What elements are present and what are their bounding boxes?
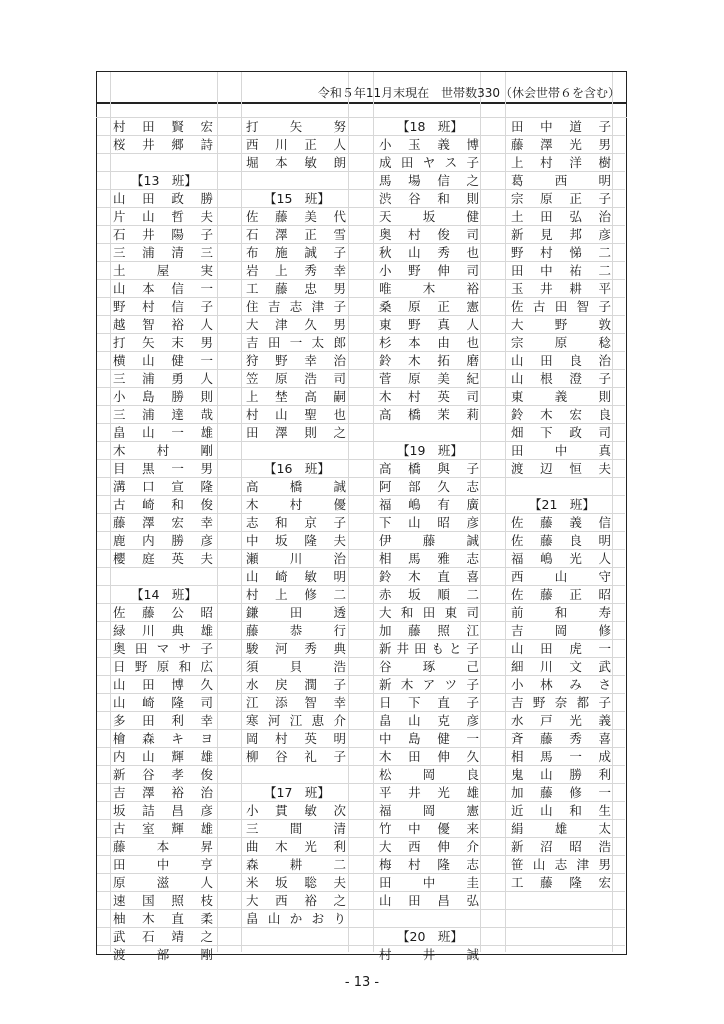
member-name: 坂 詰 昌 彦 (113, 803, 213, 818)
group-heading: 【14 班】 (131, 587, 197, 602)
member-name: 畠 山 克 彦 (379, 713, 479, 728)
member-name: 伊 藤 誠 (379, 533, 479, 548)
member-name: 土 屋 実 (113, 263, 213, 278)
member-name: 藤 本 昇 (113, 839, 213, 854)
empty-cell (246, 172, 346, 190)
member-name: 緑 川 典 雄 (113, 623, 213, 638)
member-name: 三 浦 達 哉 (113, 407, 213, 422)
member-name: 佐 古 田 智 子 (511, 299, 611, 314)
page-header: 令和５年11月末現在 世帯数330（休会世帯６を含む） (317, 86, 620, 100)
member-name: 竹 中 優 来 (379, 821, 479, 836)
member-name: 吉 澤 裕 治 (113, 785, 213, 800)
member-name: 武 石 靖 之 (113, 929, 213, 944)
member-name: 天 坂 健 (379, 209, 479, 224)
member-name: 住 吉 志 津 子 (246, 299, 346, 314)
member-name: 西 山 守 (511, 569, 611, 584)
member-name: 相 馬 一 成 (511, 749, 611, 764)
member-name: 瀬 川 治 (246, 551, 346, 566)
member-name: 田 中 道 子 (511, 119, 611, 134)
member-name: 志 和 京 子 (246, 515, 346, 530)
empty-cell (113, 154, 213, 172)
member-name: 日 野 原 和 広 (113, 659, 213, 674)
member-name: 大 津 久 男 (246, 317, 346, 332)
member-name: 片 山 哲 夫 (113, 209, 213, 224)
member-name: 野 村 悌 二 (511, 245, 611, 260)
empty-cell (511, 478, 611, 496)
member-name: 山 田 政 勝 (113, 191, 213, 206)
member-name: 新 井 田 も と 子 (379, 641, 479, 656)
member-name: 大 西 裕 之 (246, 893, 346, 908)
member-name: 檜 森 キ ヨ (113, 731, 213, 746)
member-name: 石 澤 正 雪 (246, 227, 346, 242)
member-name: 三 浦 勇 人 (113, 371, 213, 386)
member-name: 田 中 亨 (113, 857, 213, 872)
member-name: 前 和 寿 (511, 605, 611, 620)
member-name: 上 埜 高 嗣 (246, 389, 346, 404)
member-name: 中 坂 隆 夫 (246, 533, 346, 548)
member-name: 加 藤 照 江 (379, 623, 479, 638)
member-name: 相 馬 雅 志 (379, 551, 479, 566)
member-name: 村 山 聖 也 (246, 407, 346, 422)
member-name: 松 岡 良 (379, 767, 479, 782)
member-name: 宗 原 正 子 (511, 191, 611, 206)
member-name: 鈴 木 拓 磨 (379, 353, 479, 368)
empty-cell (113, 568, 213, 586)
member-name: 横 山 健 一 (113, 353, 213, 368)
member-name: 溝 口 宣 隆 (113, 479, 213, 494)
member-name: 森 耕 二 (246, 857, 346, 872)
member-name: 村 井 誠 (379, 947, 479, 962)
member-name: 日 下 直 子 (379, 695, 479, 710)
member-name: 田 中 圭 (379, 875, 479, 890)
member-name: 唯 木 裕 (379, 281, 479, 296)
empty-cell (511, 928, 611, 946)
member-name: 野 村 信 子 (113, 299, 213, 314)
member-name: 寒 河 江 恵 介 (246, 713, 346, 728)
member-name: 小 島 勝 則 (113, 389, 213, 404)
member-name: 畠 山 か お り (246, 911, 346, 926)
member-name: 山 田 良 治 (511, 353, 611, 368)
member-name: 工 藤 忠 男 (246, 281, 346, 296)
member-name: 米 坂 聡 夫 (246, 875, 346, 890)
member-name: 笹 山 志 津 男 (511, 857, 611, 872)
member-name: 鬼 山 勝 利 (511, 767, 611, 782)
empty-cell (246, 946, 346, 964)
member-name: 内 山 輝 雄 (113, 749, 213, 764)
member-name: 絹 雄 太 (511, 821, 611, 836)
member-name: 水 戸 光 義 (511, 713, 611, 728)
member-name: 藤 澤 光 男 (511, 137, 611, 152)
member-name: 高 橋 茉 莉 (379, 407, 479, 422)
member-name: 速 国 照 枝 (113, 893, 213, 908)
member-name: 下 山 昭 彦 (379, 515, 479, 530)
member-name: 鈴 木 宏 良 (511, 407, 611, 422)
member-name: 新 見 邦 彦 (511, 227, 611, 242)
member-name: 近 山 和 生 (511, 803, 611, 818)
member-name: 柚 木 直 柔 (113, 911, 213, 926)
group-heading: 【21 班】 (529, 497, 595, 512)
member-name: 西 川 正 人 (246, 137, 346, 152)
member-name: 須 貝 浩 (246, 659, 346, 674)
member-name: 新 谷 孝 俊 (113, 767, 213, 782)
empty-cell (511, 946, 611, 964)
group-heading: 【18 班】 (397, 119, 463, 134)
empty-cell (246, 928, 346, 946)
member-name: 岩 上 秀 幸 (246, 263, 346, 278)
member-name: 杉 本 由 也 (379, 335, 479, 350)
member-name: 菅 原 美 紀 (379, 371, 479, 386)
member-name: 三 浦 清 三 (113, 245, 213, 260)
member-name: 秋 山 秀 也 (379, 245, 479, 260)
member-name: 東 野 真 人 (379, 317, 479, 332)
member-name: 石 井 陽 子 (113, 227, 213, 242)
member-name: 成 田 ヤ ス 子 (379, 155, 479, 170)
member-name: 玉 井 耕 平 (511, 281, 611, 296)
member-name: 山 本 信 一 (113, 281, 213, 296)
member-name: 小 玉 義 博 (379, 137, 479, 152)
member-name: 佐 藤 良 明 (511, 533, 611, 548)
member-name: 山 根 澄 子 (511, 371, 611, 386)
group-heading: 【17 班】 (264, 785, 330, 800)
member-name: 山 田 虎 一 (511, 641, 611, 656)
group-heading: 【16 班】 (264, 461, 330, 476)
member-name: 小 貫 敏 次 (246, 803, 346, 818)
member-name: 渡 部 剛 (113, 947, 213, 962)
group-heading: 【20 班】 (397, 929, 463, 944)
member-name: 田 中 祐 二 (511, 263, 611, 278)
member-name: 高 橋 誠 (246, 479, 346, 494)
member-name: 鈴 木 直 喜 (379, 569, 479, 584)
member-name: 馬 場 信 之 (379, 173, 479, 188)
member-name: 高 橋 與 子 (379, 461, 479, 476)
page-number: - 13 - (344, 975, 380, 990)
member-name: 奥 村 俊 司 (379, 227, 479, 242)
member-name: 田 中 真 (511, 443, 611, 458)
member-name: 曲 木 光 利 (246, 839, 346, 854)
member-name: 村 田 賢 宏 (113, 119, 213, 134)
member-name: 中 島 健 一 (379, 731, 479, 746)
member-name: 山 崎 敏 明 (246, 569, 346, 584)
member-name: 駿 河 秀 典 (246, 641, 346, 656)
member-name: 江 添 智 幸 (246, 695, 346, 710)
member-name: 原 滋 人 (113, 875, 213, 890)
member-name: 小 野 伸 司 (379, 263, 479, 278)
member-name: 渡 辺 恒 夫 (511, 461, 611, 476)
member-name: 村 上 修 二 (246, 587, 346, 602)
member-name: 奥 田 マ サ 子 (113, 641, 213, 656)
member-name: 加 藤 修 一 (511, 785, 611, 800)
member-name: 佐 藤 公 昭 (113, 605, 213, 620)
group-heading: 【15 班】 (264, 191, 330, 206)
member-name: 藤 恭 行 (246, 623, 346, 638)
member-name: 大 西 伸 介 (379, 839, 479, 854)
member-name: 岡 村 英 明 (246, 731, 346, 746)
member-name: 阿 部 久 志 (379, 479, 479, 494)
member-name: 新 木 ア ツ 子 (379, 677, 479, 692)
member-name: 大 和 田 東 司 (379, 605, 479, 620)
member-name: 細 川 文 武 (511, 659, 611, 674)
group-heading: 【13 班】 (131, 173, 197, 188)
member-name: 鎌 田 透 (246, 605, 346, 620)
empty-cell (511, 910, 611, 928)
member-name: 大 野 敦 (511, 317, 611, 332)
member-name: 三 間 清 (246, 821, 346, 836)
member-name: 堀 本 敏 朗 (246, 155, 346, 170)
member-name: 藤 澤 宏 幸 (113, 515, 213, 530)
empty-cell (246, 766, 346, 784)
member-name: 佐 藤 美 代 (246, 209, 346, 224)
member-name: 打 矢 末 男 (113, 335, 213, 350)
member-name: 桑 原 正 憲 (379, 299, 479, 314)
member-name: 木 村 優 (246, 497, 346, 512)
member-name: 福 嶋 有 廣 (379, 497, 479, 512)
member-name: 宗 原 稔 (511, 335, 611, 350)
member-name: 佐 藤 正 昭 (511, 587, 611, 602)
member-name: 福 岡 憲 (379, 803, 479, 818)
member-name: 目 黒 一 男 (113, 461, 213, 476)
member-name: 山 田 博 久 (113, 677, 213, 692)
member-name: 鹿 内 勝 彦 (113, 533, 213, 548)
member-name: 狩 野 幸 治 (246, 353, 346, 368)
member-name: 古 室 輝 雄 (113, 821, 213, 836)
empty-cell (511, 892, 611, 910)
member-name: 布 施 誠 子 (246, 245, 346, 260)
member-name: 畑 下 政 司 (511, 425, 611, 440)
member-name: 木 村 英 司 (379, 389, 479, 404)
member-name: 笠 原 浩 司 (246, 371, 346, 386)
member-name: 畠 山 一 雄 (113, 425, 213, 440)
member-name: 東 義 則 (511, 389, 611, 404)
member-name: 田 澤 則 之 (246, 425, 346, 440)
member-name: 斉 藤 秀 喜 (511, 731, 611, 746)
empty-cell (379, 910, 479, 928)
member-name: 平 井 光 雄 (379, 785, 479, 800)
group-heading: 【19 班】 (397, 443, 463, 458)
member-name: 櫻 庭 英 夫 (113, 551, 213, 566)
member-name: 古 崎 和 俊 (113, 497, 213, 512)
member-name: 小 林 み さ (511, 677, 611, 692)
member-name: 上 村 洋 樹 (511, 155, 611, 170)
member-name: 打 矢 努 (246, 119, 346, 134)
member-name: 谷 琢 己 (379, 659, 479, 674)
member-name: 佐 藤 義 信 (511, 515, 611, 530)
member-name: 吉 田 一 太 郎 (246, 335, 346, 350)
member-name: 葛 西 明 (511, 173, 611, 188)
member-name: 福 嶋 光 人 (511, 551, 611, 566)
member-name: 工 藤 隆 宏 (511, 875, 611, 890)
member-name: 柳 谷 礼 子 (246, 749, 346, 764)
member-name: 土 田 弘 治 (511, 209, 611, 224)
member-name: 渋 谷 和 則 (379, 191, 479, 206)
member-name: 新 沼 昭 浩 (511, 839, 611, 854)
member-name: 梅 村 隆 志 (379, 857, 479, 872)
member-name: 山 崎 隆 司 (113, 695, 213, 710)
empty-cell (246, 442, 346, 460)
member-name: 水 戻 潤 子 (246, 677, 346, 692)
member-name: 吉 野 奈 都 子 (511, 695, 611, 710)
member-name: 赤 坂 順 二 (379, 587, 479, 602)
member-name: 多 田 利 幸 (113, 713, 213, 728)
empty-cell (379, 424, 479, 442)
member-name: 木 村 剛 (113, 443, 213, 458)
member-name: 越 智 裕 人 (113, 317, 213, 332)
member-name: 桜 井 郷 詩 (113, 137, 213, 152)
member-name: 木 田 伸 久 (379, 749, 479, 764)
member-name: 吉 岡 修 (511, 623, 611, 638)
member-name: 山 田 昌 弘 (379, 893, 479, 908)
